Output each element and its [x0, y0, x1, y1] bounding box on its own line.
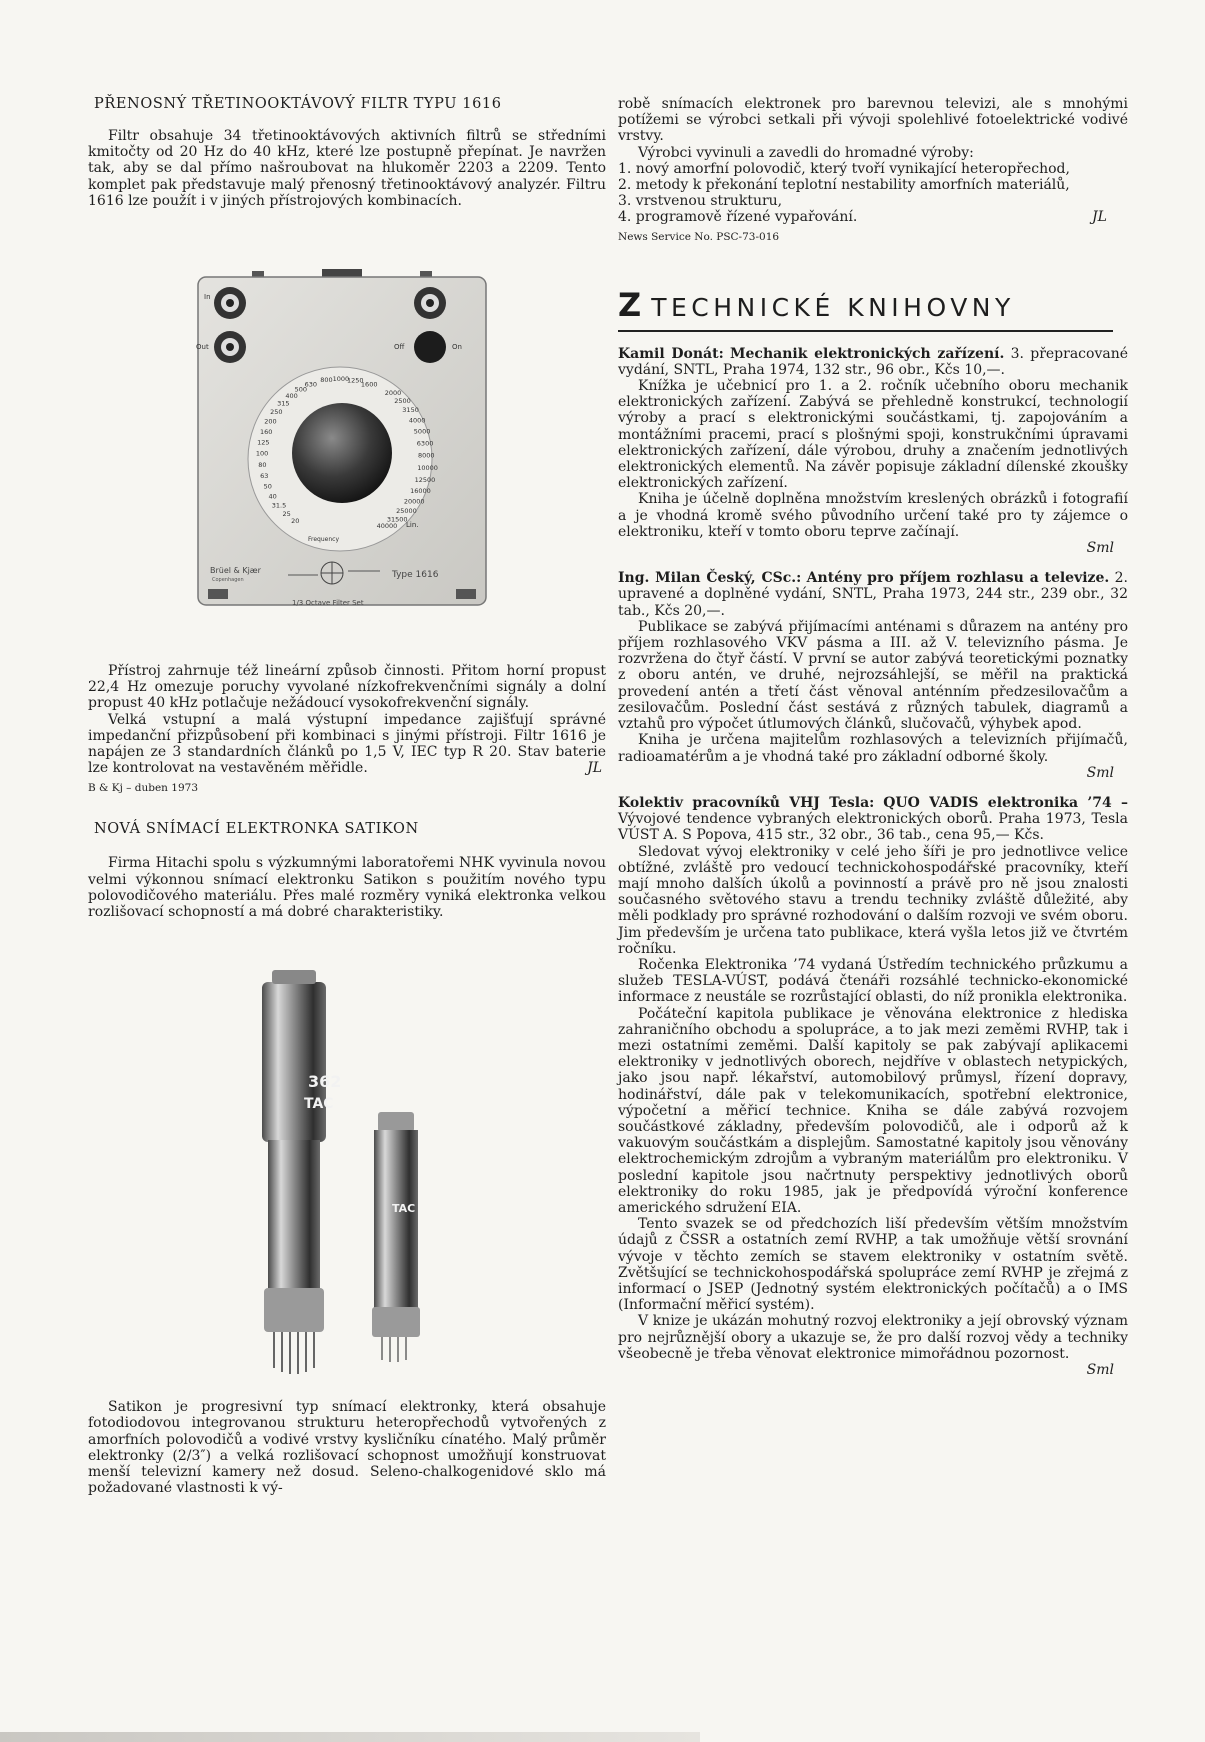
dial-scale-label: 16000	[410, 487, 431, 496]
book3-meta: Vývojové tendence vybraných elektronických oborů. Praha 1973, Tesla VÚST A. S Popova, 415 str., 32 obr., 36 tab., cena 95,— Kčs.	[618, 811, 1128, 844]
dial-scale-label: 160	[259, 427, 273, 436]
article1-intro: Filtr obsahuje 34 třetinooktávových aktivních filtrů se středními kmitočty od 20 Hz do 40 kHz, které lze postupně přepínat. Je navržen tak, aby se dal přímo našroubovat na hlukoměr 2203 a 2209. Tento komplet pak představuje malý přenosný třetinooktávový analyzér. Filtru 1616 lze použít i v jiných přístrojových kombinacích.	[88, 128, 606, 209]
article2-source: News Service No. PSC-73-016	[618, 230, 780, 243]
label-in: In	[204, 293, 211, 302]
book-entry-2	[618, 570, 1128, 781]
left-column	[88, 96, 606, 1496]
dial-scale-label: 2000	[384, 389, 402, 398]
book2-signature: Sml	[1086, 764, 1114, 781]
tube-big-brand: TAC	[304, 1096, 334, 1113]
label-on: On	[452, 343, 462, 352]
dial-scale-label: 10000	[417, 463, 438, 472]
book3-signature: Sml	[1086, 1362, 1114, 1379]
section-title-letter: Z	[618, 285, 644, 324]
dial-scale-label: 400	[285, 391, 298, 400]
book1-p2: Kniha je účelně doplněna množstvím kreslených obrázků i fotografií a je vhodná kromě svého původního určení také pro ty zájemce o elektroniku, kteří v tomto oboru teprve začínají.	[618, 491, 1128, 540]
article1-title: PŘENOSNÝ TŘETINOOKTÁVOVÝ FILTR TYPU 1616	[94, 96, 502, 112]
book3-p5: V knize je ukázán mohutný rozvoj elektroniky a její obrovský význam pro nejrůznější obory a ukazuje se, že pro další rozvoj vědy a techniky všeobecně je třeba věnovat elektronice mimořádnou pozornost.	[618, 1313, 1128, 1362]
satikon-tubes-image	[252, 962, 482, 1377]
article1-body1: Přístroj zahrnuje též lineární způsob činnosti. Přitom horní propust 22,4 Hz omezuje poruchy vyvolané nízkofrekvenčními signály a dolní propust 40 kHz potlačuje nežádoucí vysokofrekvenční signály.	[88, 663, 606, 712]
dial-lin: Lin.	[406, 521, 419, 530]
filter-device-image	[192, 269, 492, 619]
book2-p1: Publikace se zabývá přijímacími anténami s důrazem na antény pro příjem rozhlasového VKV pásma a III. až V. televizního pásma. Je rozvržena do čtyř částí. V první se autor zabývá teoretickými poznatky z oboru antén, ve druhé, nejrozsáhlejší, se měřil na praktická provedení antén a třetí část věnoval anténním předzesilovačům a zesilovačům. Poslední část sestává z různých tabulek, diagramů a vztahů pro výpočet útlumových článků, slučovačů, výhybek apod.	[618, 618, 1128, 733]
right-column	[618, 96, 1128, 1378]
dial-scale-label: 20	[291, 516, 300, 525]
device-type: Type 1616	[392, 570, 439, 581]
dial-frequency: Frequency	[308, 536, 339, 544]
dial-scale-label: 40	[268, 492, 277, 501]
dial-scale-label: 2500	[394, 396, 411, 405]
dial-scale-label: 200	[264, 417, 277, 426]
article1-body2: Velká vstupní a malá výstupní impedance zajišťují správné impedanční přizpůsobení při kombinaci s jinými přístroji. Filtr 1616 je napájen ze 3 standardních článků po 1,5 V, IEC typ R 20. Stav baterie lze kontrolovat na vestavěném měřidle.	[88, 711, 606, 777]
dial-scale-label: 125	[257, 438, 270, 447]
dial-scale-label: 80	[258, 460, 267, 469]
filter-photo	[192, 269, 492, 619]
section-title-rest: TECHNICKÉ KNIHOVNY	[651, 292, 1015, 322]
dial-scale-label: 630	[304, 380, 318, 389]
label-out: Out	[196, 343, 209, 352]
dial-scale-label: 50	[263, 482, 272, 491]
article1-source: B & Kj – duben 1973	[88, 782, 199, 795]
book3-p3: Počáteční kapitola publikace je věnována elektronice z hlediska zahraničního obchodu a spolupráce, a to jak mezi zeměmi RVHP, tak i mezi ostatními zeměmi. Další kapitoly se pak zabývají aplikacemi elektroniky v jednotlivých oborech, nejdříve v oblastech netypických, jako jsou např. lékařství, automobilový průmysl, řízení dopravy, hodinářství, dále pak v telekomunikacích, spotřební elektronice, výpočetní a měřicí technice. Kniha se dále zabývá rozvojem součástkové základny, především polovodičů, ale i odporů až k vakuovým součástkám a displejům. Samostatné kapitoly jsou věnovány elektrochemickým zdrojům a vybraným materiálům pro elektroniku. V poslední kapitole jsou načrtnuty perspektivy jednotlivých oborů elektroniky do roku 1985, jak je předpovídá výroční konference amerického sdružení EIA.	[618, 1005, 1128, 1216]
book1-p1: Knížka je učebnicí pro 1. a 2. ročník učebního oboru mechanik elektronických zařízení. Zabývá se přehledně konstrukcí, technologií výroby a prací s elektronickými součástkami, tj. zapojováním a montážními pracemi, prací s plošnými spoji, konstrukčními úpravami elektronických zařízení, dále výrobou, druhy a značením jednotlivých elektronických elementů. Na závěr popisuje základní dílenské zkoušky elektronických zařízení.	[618, 378, 1128, 492]
list-intro: Výrobci vyvinuli a zavedli do hromadné výroby:	[638, 144, 974, 161]
dial-scale-label: 8000	[418, 451, 435, 460]
article2-intro: Firma Hitachi spolu s výzkumnými laboratořemi NHK vyvinula novou velmi výkonnou snímací elektronku Satikon s použitím nového typu polovodičového materiálu. Přes malé rozměry vyniká elektronka velkou rozlišovací schopností a má dobré charakteristiky.	[88, 855, 606, 921]
dial-scale-label: 1250	[347, 376, 364, 385]
book2-meta: 2. upravené a doplněné vydání, SNTL, Praha 1973, 244 str., 239 obr., 32 tab., Kčs 20,—.	[618, 570, 1128, 619]
book-entry-1	[618, 346, 1128, 557]
book-entry-3	[618, 795, 1128, 1378]
article2-body: Satikon je progresivní typ snímací elektronky, která obsahuje fotodiodovou integrovanou strukturu heteropřechodů vytvořených z amorfních polovodičů a vodivé vrstvy kysličníku cínatého. Malý průměr elektronky (2/3″) a velká rozlišovací schopnost umožňují konstruovat menší televizní kamery než dosud. Seleno-chalkogenidové sklo má požadované vlastnosti k vý-	[88, 1399, 606, 1497]
article1-signature: JL	[587, 760, 602, 777]
book2-p2: Kniha je určena majitelům rozhlasových a televizních přijímačů, radioamatérům a je vhodná také pro základní odborné školy.	[618, 732, 1128, 765]
dial-scale-label: 250	[270, 408, 283, 417]
dial-scale-label: 20000	[403, 497, 425, 506]
book3-author: Kolektiv pracovníků VHJ Tesla:	[618, 794, 875, 811]
list-item: 1. nový amorfní polovodič, který tvoří vynikající heteropřechod,	[618, 160, 1070, 177]
dial-scale-label: 500	[294, 385, 308, 394]
dial-scale-label: 1000	[332, 375, 350, 384]
book3-title: QUO VADIS elektronika ’74 –	[883, 794, 1128, 811]
book1-author: Kamil Donát:	[618, 345, 724, 362]
book1-meta: 3. přepracované vydání, SNTL, Praha 1974, 132 str., 96 obr., Kčs 10,—.	[618, 345, 1129, 378]
book1-title: Mechanik elektronických zařízení.	[730, 345, 1005, 362]
dial-scale-label: 100	[255, 449, 269, 458]
book2-author: Ing. Milan Český, CSc.:	[618, 570, 802, 587]
dial-scale-label: 3150	[402, 406, 419, 415]
list-item: 2. metody k překonání teplotní nestability amorfních materiálů,	[618, 177, 1070, 194]
label-off: Off	[394, 343, 405, 352]
dial-scale-label: 6300	[416, 439, 434, 448]
scan-edge	[0, 1732, 700, 1742]
dial-scale-label: 315	[277, 399, 290, 408]
article2-continued: robě snímacích elektronek pro barevnou televizi, ale s mnohými potížemi se výrobci setkali při vývoji spolehlivé fotoelektrické vodivé vrstvy.	[618, 96, 1128, 145]
dial-scale-label: 5000	[413, 427, 431, 436]
dial-scale-label: 40000	[376, 521, 398, 530]
book1-signature: Sml	[1086, 540, 1114, 557]
dial-scale-label: 63	[260, 471, 269, 480]
list-item: 4. programově řízené vypařování. JL	[618, 209, 1107, 226]
section-title	[618, 286, 1113, 332]
tube-small-brand: TAC	[392, 1202, 416, 1216]
satikon-photo	[252, 962, 482, 1377]
frequency-knob	[292, 403, 392, 503]
production-list	[618, 161, 1128, 226]
dial-scale-label: 800	[320, 376, 333, 385]
list-item: 3. vrstvenou strukturu,	[618, 193, 783, 210]
book2-title: Antény pro příjem rozhlasu a televize.	[806, 570, 1110, 587]
device-set-name: 1/3 Octave Filter Set	[292, 599, 364, 608]
dial-scale-label: 25	[282, 509, 291, 518]
brand-name: Brüel & Kjær	[210, 566, 261, 576]
dial-scale-label: 31.5	[271, 501, 287, 510]
book3-p1: Sledovat vývoj elektroniky v celé jeho šíři je pro jednotlivce velice obtížné, zvláště pro vedoucí technickohospodářské pracovníky, kteří mají mnoho dalších úkolů a povinností a právě pro ně jsou znalosti současného světového stavu a trendu techniky zvláště důležité, aby měli podklady pro správné rozhodování o dalším rozvoji ve svém oboru. Jim především je určena tato publikace, která vyšla letos již ve čtvrtém ročníku.	[618, 843, 1128, 957]
dial-scale-label: 25000	[396, 507, 417, 516]
dial-scale-label: 4000	[408, 416, 426, 425]
book3-p2: Ročenka Elektronika ’74 vydaná Ústředím technického průzkumu a služeb TESLA-VÚST, podává čtenáři rozsáhlé technicko-ekonomické informace z neustále se rozrůstající oblasti, do níž pronikla elektronika.	[618, 956, 1128, 1006]
book3-p4: Tento svazek se od předchozích liší především větším množstvím údajů z ČSSR a ostatních zemí RVHP, a tak umožňuje větší srovnání vývoje v těchto zemích se stavem elektroniky v ostatním světě. Zvětšující se technickohospodářská spolupráce zemí RVHP je zřejmá z informací o JSEP (Jednotný systém elektronických počítačů) a o IMS (Informační měřicí systém).	[618, 1216, 1128, 1314]
dial-scale-label: 31500	[386, 515, 408, 524]
dial-scale-label: 12500	[414, 475, 436, 484]
brand-city: Copenhagen	[212, 577, 244, 584]
article2-title: NOVÁ SNÍMACÍ ELEKTRONKA SATIKON	[94, 821, 419, 838]
tube-big-label: 362	[308, 1072, 342, 1092]
dial-scale-label: 1600	[360, 380, 378, 389]
